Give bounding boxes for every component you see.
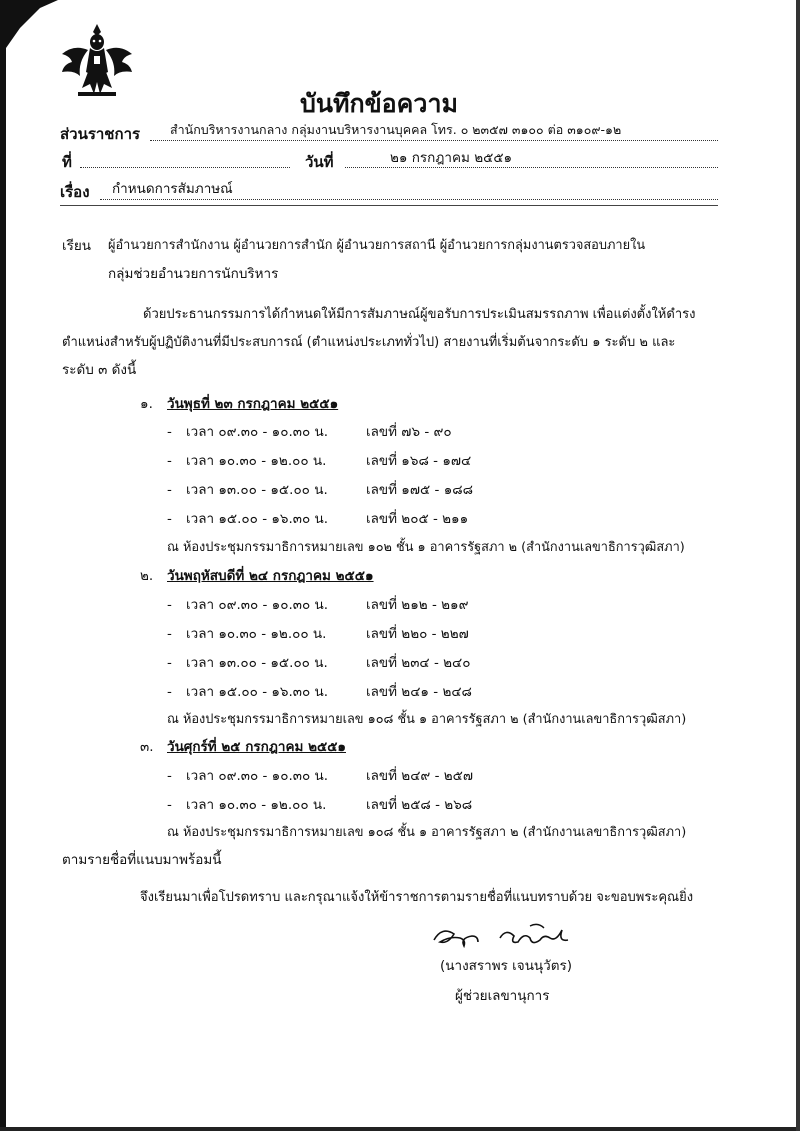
slot-time: เวลา ๐๙.๓๐ - ๑๐.๓๐ น. — [186, 768, 329, 784]
slot-dash: - — [167, 684, 172, 700]
day-number: ๑. — [140, 396, 153, 412]
slot-dash: - — [167, 424, 172, 440]
slot-dash: - — [167, 511, 172, 527]
room-location: ณ ห้องประชุมกรรมาธิการหมายเลข ๑๐๘ ชั้น ๑ อาคารรัฐสภา ๒ (สำนักงานเลขาธิการวุฒิสภา) — [167, 825, 687, 840]
slot-dash: - — [167, 453, 172, 469]
slot-numbers: เลขที่ ๒๑๒ - ๒๑๙ — [366, 597, 469, 613]
slot-numbers: เลขที่ ๑๗๕ - ๑๘๘ — [366, 482, 474, 498]
slot-time: เวลา ๑๓.๐๐ - ๑๕.๐๐ น. — [186, 655, 328, 671]
agency-value: สำนักบริหารงานกลาง กลุ่มงานบริหารงานบุคคล โทร. ๐ ๒๓๕๗ ๓๑๐๐ ต่อ ๓๑๐๙-๑๒ — [170, 122, 622, 137]
slot-dash: - — [167, 655, 172, 671]
header-separator — [60, 205, 718, 206]
slot-numbers: เลขที่ ๒๒๐ - ๒๒๗ — [366, 626, 469, 642]
agency-dotted-line — [150, 140, 718, 141]
body-line-1: ด้วยประธานกรรมการได้กำหนดให้มีการสัมภาษณ์ผู้ขอรับการประเมินสมรรถภาพ เพื่อแต่งตั้งให้ดำรง — [143, 307, 696, 322]
slot-time: เวลา ๑๕.๐๐ - ๑๖.๓๐ น. — [186, 684, 329, 700]
closing-paragraph: จึงเรียนมาเพื่อโปรดทราบ และกรุณาแจ้งให้ข้าราชการตามรายชื่อที่แนบทราบด้วย จะขอบพระคุณยิ่ง — [140, 890, 694, 905]
room-location: ณ ห้องประชุมกรรมาธิการหมายเลข ๑๐๘ ชั้น ๑ อาคารรัฐสภา ๒ (สำนักงานเลขาธิการวุฒิสภา) — [167, 712, 687, 727]
slot-numbers: เลขที่ ๑๖๘ - ๑๗๔ — [366, 453, 472, 469]
subject-dotted-line — [100, 199, 718, 200]
slot-time: เวลา ๑๕.๐๐ - ๑๖.๓๐ น. — [186, 511, 329, 527]
date-label: วันที่ — [305, 153, 334, 171]
slot-time: เวลา ๑๓.๐๐ - ๑๕.๐๐ น. — [186, 482, 328, 498]
slot-dash: - — [167, 626, 172, 642]
no-dotted-line — [80, 167, 290, 168]
attached-note: ตามรายชื่อที่แนบมาพร้อมนี้ — [62, 852, 222, 868]
signer-name: (นางสราพร เจนนุวัตร) — [440, 958, 573, 974]
slot-time: เวลา ๐๙.๓๐ - ๑๐.๓๐ น. — [186, 597, 329, 613]
slot-time: เวลา ๐๙.๓๐ - ๑๐.๓๐ น. — [186, 424, 329, 440]
garuda-emblem — [58, 22, 136, 100]
slot-dash: - — [167, 482, 172, 498]
scan-corner-flap — [0, 0, 60, 50]
slot-time: เวลา ๑๐.๓๐ - ๑๒.๐๐ น. — [186, 626, 327, 642]
handwritten-signature — [430, 920, 580, 954]
agency-label: ส่วนราชการ — [60, 125, 141, 143]
scan-right-edge — [796, 0, 800, 1131]
slot-time: เวลา ๑๐.๓๐ - ๑๒.๐๐ น. — [186, 797, 327, 813]
date-dotted-line — [345, 167, 718, 168]
to-label: เรียน — [62, 238, 92, 254]
day-heading: วันพุธที่ ๒๓ กรกฎาคม ๒๕๕๑ — [167, 396, 339, 412]
subject-label: เรื่อง — [60, 183, 90, 201]
day-heading: วันพฤหัสบดีที่ ๒๔ กรกฎาคม ๒๕๕๑ — [167, 568, 374, 584]
signer-position: ผู้ช่วยเลขานุการ — [455, 988, 550, 1004]
subject-value: กำหนดการสัมภาษณ์ — [112, 181, 233, 197]
to-line-1: ผู้อำนวยการสำนักงาน ผู้อำนวยการสำนัก ผู้อำนวยการสถานี ผู้อำนวยการกลุ่มงานตรวจสอบภายใน — [108, 238, 646, 253]
slot-numbers: เลขที่ ๒๐๕ - ๒๑๑ — [366, 511, 469, 527]
slot-numbers: เลขที่ ๒๔๙ - ๒๕๗ — [366, 768, 474, 784]
no-label: ที่ — [62, 153, 72, 171]
day-number: ๒. — [140, 568, 154, 584]
slot-dash: - — [167, 768, 172, 784]
slot-numbers: เลขที่ ๒๕๘ - ๒๖๘ — [366, 797, 473, 813]
day-number: ๓. — [140, 739, 154, 755]
memo-title: บันทึกข้อความ — [300, 89, 458, 118]
slot-numbers: เลขที่ ๒๔๑ - ๒๔๘ — [366, 684, 472, 700]
to-line-2: กลุ่มช่วยอำนวยการนักบริหาร — [108, 266, 279, 282]
scan-corner-shadow — [0, 0, 6, 1131]
slot-time: เวลา ๑๐.๓๐ - ๑๒.๐๐ น. — [186, 453, 327, 469]
room-location: ณ ห้องประชุมกรรมาธิการหมายเลข ๑๐๒ ชั้น ๑ อาคารรัฐสภา ๒ (สำนักงานเลขาธิการวุฒิสภา) — [167, 540, 685, 555]
body-line-2: ตำแหน่งสำหรับผู้ปฏิบัติงานที่มีประสบการณ์ (ตำแหน่งประเภททั่วไป) สายงานที่เริ่มต้นจากระดับ ๑ ระดับ ๒ และ — [62, 335, 676, 350]
slot-numbers: เลขที่ ๗๖ - ๙๐ — [366, 424, 452, 440]
date-value: ๒๑ กรกฎาคม ๒๕๕๑ — [390, 150, 513, 166]
day-heading: วันศุกร์ที่ ๒๕ กรกฎาคม ๒๕๕๑ — [167, 739, 346, 755]
slot-dash: - — [167, 597, 172, 613]
slot-numbers: เลขที่ ๒๓๔ - ๒๔๐ — [366, 655, 471, 671]
slot-dash: - — [167, 797, 172, 813]
scan-bottom-edge — [0, 1127, 800, 1131]
body-line-3: ระดับ ๓ ดังนี้ — [62, 362, 137, 378]
